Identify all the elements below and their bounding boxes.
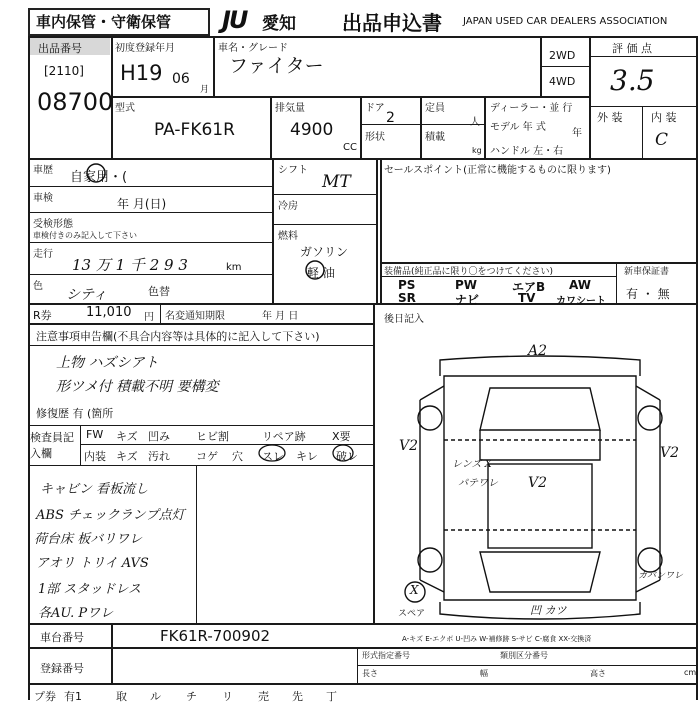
mileage-label: 走行 bbox=[33, 249, 53, 260]
sales-point-label: セールスポイント(正常に機能するものに限ります) bbox=[384, 165, 611, 176]
chassis-number: FK61R-700902 bbox=[160, 627, 271, 645]
notice-label: 名変通知期限 bbox=[165, 311, 225, 322]
circle-mark-icon bbox=[86, 163, 106, 183]
hand-note-3: 荷台床 板バリワレ bbox=[34, 532, 143, 547]
chassis-label: 車台番号 bbox=[40, 631, 84, 644]
form-title: 出品申込書 bbox=[342, 11, 442, 35]
model-year-label: モデル 年 式 bbox=[490, 122, 546, 133]
model-label: 型式 bbox=[115, 103, 135, 114]
equipment-seat: カワシート bbox=[556, 296, 606, 307]
inspector-label: 検査員記入欄 bbox=[30, 431, 74, 460]
inspect-hole: 穴 bbox=[232, 450, 243, 463]
inspect-interior: 内装 bbox=[84, 450, 106, 463]
spec-label: 形式指定番号 bbox=[362, 651, 410, 660]
lot-label: 出品番号 bbox=[38, 42, 82, 55]
inspect-crack: ヒビ割 bbox=[196, 430, 229, 443]
inspect-cut: キレ bbox=[296, 450, 318, 463]
kg-unit: kg bbox=[472, 146, 482, 155]
history-label: 車歴 bbox=[33, 165, 53, 176]
acceptance-note: 車検付きのみ記入して下さい bbox=[33, 231, 137, 240]
interior-grade: C bbox=[655, 130, 669, 150]
inspect-burn: コゲ bbox=[196, 450, 218, 463]
inspect-dent: 凹み bbox=[148, 430, 170, 443]
inspect-tear: 破レ bbox=[336, 450, 358, 463]
putty-note: パテワレ bbox=[458, 478, 498, 489]
first-reg-label: 初度登録年月 bbox=[115, 43, 175, 54]
drive-4wd: 4WD bbox=[549, 75, 576, 88]
inspect-stain: 汚れ bbox=[148, 450, 170, 463]
handle-label: ハンドル 左・右 bbox=[490, 146, 564, 157]
repair-label: 修復歴 有 (箇所 bbox=[36, 407, 114, 420]
registration-label: 登録番号 bbox=[40, 662, 84, 675]
bottom-cell-7: 先 bbox=[292, 690, 303, 703]
first-reg-month: 06 bbox=[172, 71, 190, 87]
bottom-cell-4: チ bbox=[186, 690, 197, 703]
inspect-wear: スレ bbox=[262, 450, 284, 463]
fuel-diesel: 軽 油 bbox=[307, 266, 335, 280]
equipment-ps: PS bbox=[398, 278, 416, 292]
cm-unit: cm bbox=[684, 668, 697, 677]
rear-note: 凹 カツ bbox=[530, 604, 567, 617]
drive-2wd: 2WD bbox=[549, 49, 576, 62]
displacement-label: 排気量 bbox=[275, 103, 305, 114]
warranty-value: 有 ・ 無 bbox=[626, 287, 670, 301]
warranty-label: 新車保証書 bbox=[624, 267, 670, 277]
month-unit: 月 bbox=[200, 85, 210, 95]
equipment-pw: PW bbox=[455, 278, 478, 292]
circle-mark-icon bbox=[332, 444, 354, 462]
color-change: 色替 bbox=[148, 285, 170, 298]
circle-mark-icon bbox=[258, 444, 286, 462]
later-label: 後日記入 bbox=[384, 314, 424, 325]
inspect-fw: FW bbox=[86, 428, 104, 441]
doors-label: ドア bbox=[365, 103, 385, 114]
circle-mark-icon bbox=[305, 260, 325, 280]
load-label: 積載 bbox=[425, 132, 445, 143]
hand-note-5: 1部 スタッドレス bbox=[38, 582, 142, 597]
equipment-aw: AW bbox=[569, 278, 591, 292]
capacity-label: 定員 bbox=[425, 103, 445, 114]
inspect-x: X要 bbox=[332, 430, 351, 443]
fuel-label: 燃料 bbox=[278, 231, 298, 242]
length-label: 長さ bbox=[362, 669, 378, 678]
equipment-sr: SR bbox=[398, 291, 416, 305]
bottom-cell-1: 有1 bbox=[64, 690, 82, 703]
equipment-airbag: エアB bbox=[512, 280, 546, 294]
bottom-cell-0: プ券 bbox=[34, 690, 56, 703]
first-reg-year: H19 bbox=[120, 61, 163, 85]
color: シティ bbox=[66, 287, 107, 303]
notes-line-1: 上物 ハズシアト bbox=[56, 355, 159, 371]
height-label: 高さ bbox=[590, 669, 606, 678]
inspect-scratch: キズ bbox=[116, 430, 138, 443]
mileage: 13 万 1 千 2 9 3 bbox=[72, 256, 188, 274]
bottom-cell-5: リ bbox=[222, 690, 233, 703]
color-label: 色 bbox=[33, 281, 43, 292]
lens-note: レンズ X bbox=[452, 459, 492, 470]
r-label: R券 bbox=[33, 309, 52, 322]
inspection-value: 年 月(日) bbox=[117, 197, 167, 211]
lot-prefix: [2110] bbox=[44, 64, 84, 78]
damage-legend: A-キズ E-エクボ U-凹み W-補修跡 S-サビ C-腐食 XX-交換済 bbox=[402, 635, 592, 643]
left-mark: V2 bbox=[399, 438, 419, 454]
bottom-cell-2: 取 bbox=[116, 690, 127, 703]
inspect-repair: リペア跡 bbox=[262, 430, 306, 443]
spare-mark: X bbox=[410, 583, 419, 597]
ju-logo: JU bbox=[222, 6, 247, 34]
aircon-label: 冷房 bbox=[278, 201, 298, 212]
bottom-cell-3: ル bbox=[150, 690, 161, 703]
notice-value: 年 月 日 bbox=[262, 311, 299, 322]
shift: MT bbox=[322, 172, 351, 192]
equipment-label: 装備品(純正品に限り〇をつけてください) bbox=[384, 267, 554, 277]
front-mark: A2 bbox=[528, 343, 548, 359]
equipment-navi: ナビ bbox=[455, 293, 480, 307]
hand-note-2: ABS チェックランプ点灯 bbox=[36, 508, 185, 523]
fuel-gas: ガソリン bbox=[300, 245, 349, 259]
org-name: 愛知 bbox=[262, 14, 296, 34]
storage-note: 車内保管・守衛保管 bbox=[36, 13, 172, 31]
score: 3.5 bbox=[610, 64, 655, 97]
notes-line-2: 形ツメ付 積載不明 要構変 bbox=[56, 379, 219, 395]
shift-label: シフト bbox=[278, 165, 308, 176]
width-label: 幅 bbox=[480, 669, 488, 678]
score-label: 評 価 点 bbox=[612, 42, 652, 55]
hand-note-6: 各AU. Pワレ bbox=[38, 606, 114, 621]
bottom-cell-8: 丁 bbox=[326, 690, 337, 703]
doors: 2 bbox=[386, 110, 395, 126]
dealer-label: ディーラー・並 行 bbox=[490, 103, 573, 114]
hand-note-4: アオリ トリイ AVS bbox=[36, 556, 149, 571]
interior-label: 内 装 bbox=[651, 111, 677, 124]
cabin-crack-note: カバンワレ bbox=[638, 571, 684, 581]
spare-label: スペア bbox=[398, 609, 426, 619]
inspect-int-scratch: キズ bbox=[116, 450, 138, 463]
name-label: 車名・グレード bbox=[218, 43, 288, 54]
model: PA-FK61R bbox=[154, 120, 235, 140]
equipment-tv: TV bbox=[518, 291, 536, 305]
capacity-unit: 人 bbox=[470, 117, 480, 128]
displacement: 4900 bbox=[290, 120, 334, 140]
lot-number: 08700 bbox=[37, 88, 114, 116]
model-year-unit: 年 bbox=[572, 128, 582, 139]
km-unit: km bbox=[226, 262, 242, 273]
association-name: JAPAN USED CAR DEALERS ASSOCIATION bbox=[463, 16, 668, 27]
exterior-label: 外 装 bbox=[597, 111, 623, 124]
r-value: 11,010 bbox=[86, 305, 132, 320]
acceptance-label: 受検形態 bbox=[33, 219, 73, 230]
hand-note-1: キャビン 看板流し bbox=[40, 482, 149, 497]
car-name: ファイター bbox=[229, 55, 324, 77]
notes-label: 注意事項申告欄(不具合内容等は具体的に記入して下さい) bbox=[36, 330, 320, 343]
cc-unit: CC bbox=[343, 142, 357, 153]
shape-label: 形状 bbox=[365, 132, 385, 143]
history-value: 自家用・( bbox=[70, 170, 128, 185]
right-mark: V2 bbox=[660, 445, 680, 461]
inspection-label: 車検 bbox=[33, 193, 53, 204]
category-label: 類別区分番号 bbox=[500, 651, 548, 660]
yen-unit: 円 bbox=[144, 312, 154, 323]
bottom-cell-6: 売 bbox=[258, 690, 269, 703]
center-mark: V2 bbox=[528, 475, 548, 491]
